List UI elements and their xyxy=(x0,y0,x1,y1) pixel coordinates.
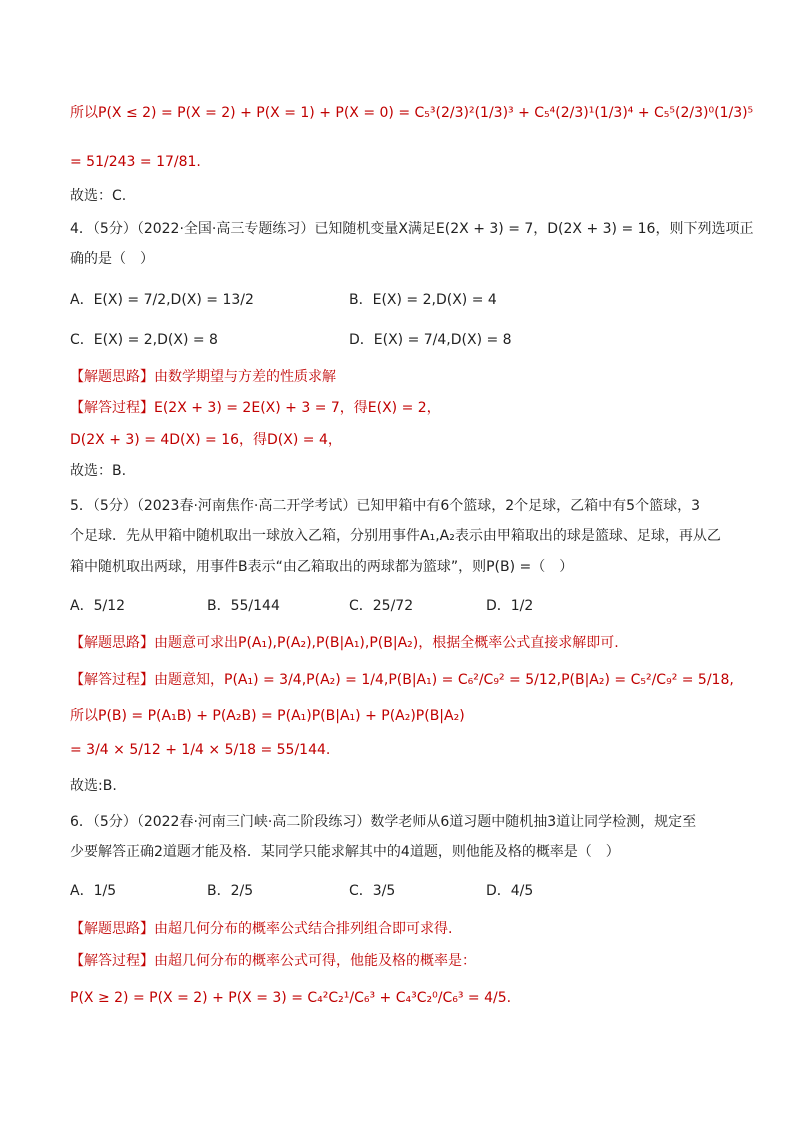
q6-process-line2: P(X ≥ 2) = P(X = 2) + P(X = 3) = C₄²C₂¹/C₆³ + C₄³C₂⁰/C₆³ = 4/5. xyxy=(70,990,512,1006)
q5-stem-line1: 5．（5分）（2023春·河南焦作·高二开学考试）已知甲箱中有6个篮球，2个足球，乙箱中有5个篮球，3 xyxy=(70,498,700,514)
q4-stem-line1: 4．（5分）（2022·全国·高三专题练习）已知随机变量X满足E(2X + 3) = 7，D(2X + 3) = 16，则下列选项正 xyxy=(70,221,754,237)
q6-stem-line1: 6．（5分）（2022春·河南三门峡·高二阶段练习）数学老师从6道习题中随机抽3道让同学检测，规定至 xyxy=(70,814,697,830)
prev-solution-result: = 51/243 = 17/81. xyxy=(70,154,201,170)
q4-option-a: A．E(X) = 7/2,D(X) = 13/2 xyxy=(70,292,254,308)
q6-option-b: B．2/5 xyxy=(207,883,254,899)
q4-proc-tag: 【解答过程】 xyxy=(70,400,154,416)
q4-option-d: D．E(X) = 7/4,D(X) = 8 xyxy=(349,332,512,348)
q5-option-c: C．25/72 xyxy=(349,598,414,614)
q6-option-c: C．3/5 xyxy=(349,883,396,899)
q4-option-c: C．E(X) = 2,D(X) = 8 xyxy=(70,332,218,348)
q6-stem-line2: 少要解答正确2道题才能及格．某同学只能求解其中的4道题，则他能及格的概率是（ ） xyxy=(70,844,620,860)
q4-proc1-text: E(2X + 3) = 2E(X) + 3 = 7，得E(X) = 2， xyxy=(154,400,441,416)
q5-process-line1 xyxy=(70,670,734,690)
q5-option-a: A．5/12 xyxy=(70,598,126,614)
q4-process-line2: D(2X + 3) = 4D(X) = 16，得D(X) = 4， xyxy=(70,432,342,448)
q4-process-line1 xyxy=(70,398,441,418)
prev-solution-formula: 所以P(X ≤ 2) = P(X = 2) + P(X = 1) + P(X = 0) = C₅³(2/3)²(1/3)³ + C₅⁴(2/3)¹(1/3)⁴ + C₅⁵(2/3)⁰(1/3)⁵ xyxy=(70,105,754,121)
q4-idea xyxy=(70,367,336,387)
q6-proc-tag: 【解答过程】 xyxy=(70,953,154,969)
q5-idea xyxy=(70,633,619,653)
q5-answer: 故选:B. xyxy=(70,778,117,794)
q4-stem-line2: 确的是（ ） xyxy=(70,251,154,267)
q5-stem-line3: 箱中随机取出两球，用事件B表示“由乙箱取出的两球都为篮球”，则P(B) =（ ） xyxy=(70,559,574,575)
q5-process-line3: = 3/4 × 5/12 + 1/4 × 5/18 = 55/144. xyxy=(70,742,331,758)
q6-option-d: D．4/5 xyxy=(486,883,534,899)
q6-idea-tag: 【解题思路】 xyxy=(70,921,154,937)
q6-idea xyxy=(70,919,452,939)
q5-stem-line2: 个足球．先从甲箱中随机取出一球放入乙箱，分别用事件A₁,A₂表示由甲箱取出的球是篮球、足球，再从乙 xyxy=(70,528,721,544)
q5-proc1-text: 由题意知，P(A₁) = 3/4,P(A₂) = 1/4,P(B|A₁) = C₆²/C₉² = 5/12,P(B|A₂) = C₅²/C₉² = 5/18, xyxy=(154,672,734,688)
q4-answer: 故选：B. xyxy=(70,463,127,479)
q5-idea-tag: 【解题思路】 xyxy=(70,635,154,651)
prev-answer: 故选：C. xyxy=(70,188,127,204)
q5-proc-tag: 【解答过程】 xyxy=(70,672,154,688)
q4-idea-text: 由数学期望与方差的性质求解 xyxy=(154,369,336,385)
q5-option-b: B．55/144 xyxy=(207,598,280,614)
q4-idea-tag: 【解题思路】 xyxy=(70,369,154,385)
q6-idea-text: 由超几何分布的概率公式结合排列组合即可求得. xyxy=(154,921,453,937)
q5-process-line2: 所以P(B) = P(A₁B) + P(A₂B) = P(A₁)P(B|A₁) + P(A₂)P(B|A₂) xyxy=(70,708,465,724)
q6-process-line1 xyxy=(70,951,476,971)
q5-idea-text: 由题意可求出P(A₁),P(A₂),P(B|A₁),P(B|A₂)，根据全概率公式直接求解即可. xyxy=(154,635,619,651)
q6-option-a: A．1/5 xyxy=(70,883,117,899)
q5-option-d: D．1/2 xyxy=(486,598,534,614)
q6-proc1-text: 由超几何分布的概率公式可得，他能及格的概率是： xyxy=(154,953,476,969)
q4-option-b: B．E(X) = 2,D(X) = 4 xyxy=(349,292,497,308)
